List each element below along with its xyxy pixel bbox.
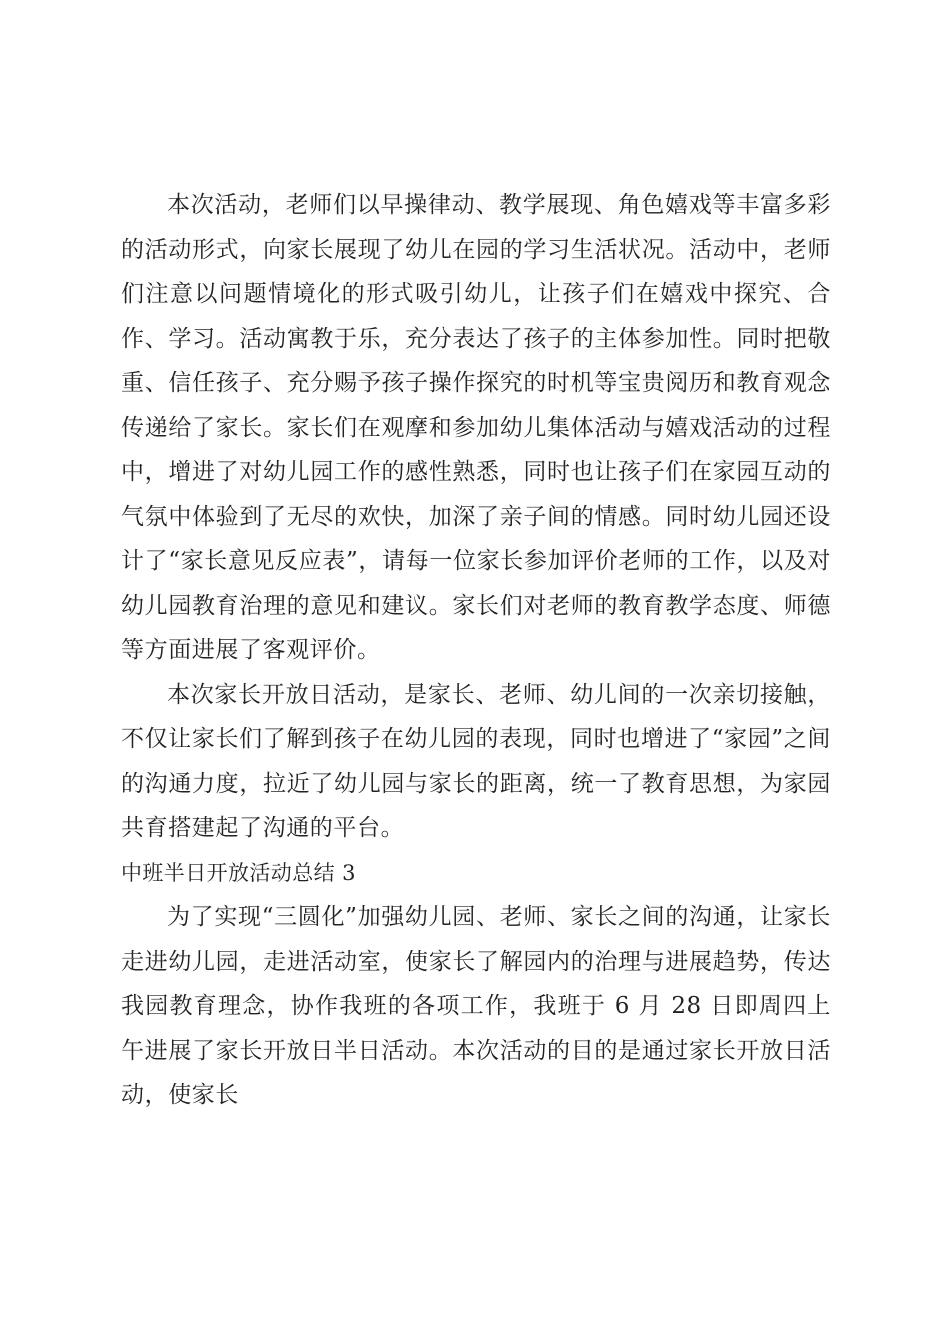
paragraph-3: 为了实现“三圆化”加强幼儿园、老师、家长之间的沟通，让家长走进幼儿园，走进活动室，使家长了解园内的治理与进展趋势，传达我园教育理念，协作我班的各项工作，我班于 6 月 28 日即周四上午进展了家长开放日半日活动。本次活动的目的是通过家长开放日活动，使家长 <box>121 904 831 1108</box>
paragraph-1: 本次活动，老师们以早操律动、教学展现、角色嬉戏等丰富多彩的活动形式，向家长展现了幼儿在园的学习生活状况。活动中，老师们注意以问题情境化的形式吸引幼儿，让孩子们在嬉戏中探究、合作、学习。活动寓教于乐，充分表达了孩子的主体参加性。同时把敬重、信任孩子、充分赐予孩子操作探究的时机等宝贵阅历和教育观念传递给了家长。家长们在观摩和参加幼儿集体活动与嬉戏活动的过程中，增进了对幼儿园工作的感性熟悉，同时也让孩子们在家园互动的气氛中体验到了无尽的欢快，加深了亲子间的情感。同时幼儿园还设计了“家长意见反应表”，请每一位家长参加评价老师的工作，以及对幼儿园教育治理的意见和建议。家长们对老师的教育教学态度、师德等方面进展了客观评价。 <box>121 192 831 663</box>
document-body <box>121 183 831 1118</box>
section-heading: 中班半日开放活动总结 3 <box>121 860 356 885</box>
paragraph-2: 本次家长开放日活动，是家长、老师、幼儿间的一次亲切接触，不仅让家长们了解到孩子在幼儿园的表现，同时也增进了“家园”之间的沟通力度，拉近了幼儿园与家长的距离，统一了教育思想，为家园共育搭建起了沟通的平台。 <box>121 681 831 841</box>
